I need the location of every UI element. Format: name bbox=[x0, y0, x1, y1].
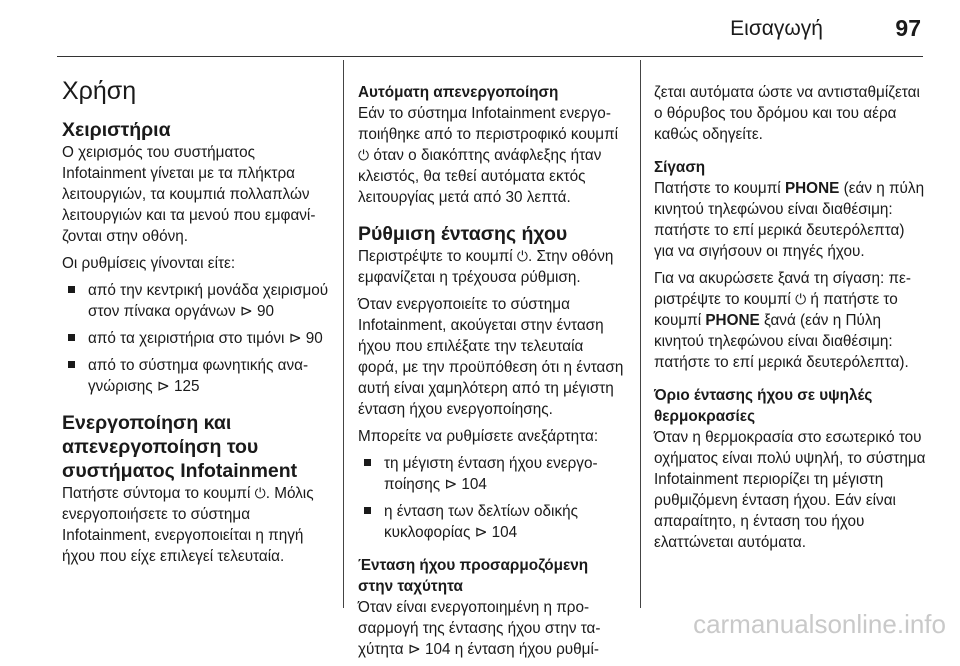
section-title: Χρήση bbox=[62, 77, 137, 105]
paragraph: Μπορείτε να ρυθμίσετε ανεξάρτητα: bbox=[358, 428, 599, 445]
paragraph: Εάν το σύστημα Infotainment ενεργοποιήθηκε από το περιστροφικό κουμπί ⏻ όταν ο διακόπτης ανάφλεξης ήταν κλειστός, θα τεθεί αυτόματα εκτός λειτουργίας μετά από 30 λεπτά. bbox=[358, 105, 619, 206]
power-knob-icon: ⏻ bbox=[358, 147, 370, 163]
page-ref-icon: ⊳ bbox=[474, 524, 488, 541]
list-item: η ένταση των δελτίων οδικής κυκλοφορίας ⊳ 104 bbox=[358, 501, 626, 543]
list-item: από το σύστημα φωνητικής αναγνώρισης ⊳ 125 bbox=[62, 355, 330, 397]
page-number: 97 bbox=[895, 15, 921, 41]
column-divider bbox=[343, 60, 344, 608]
paragraph: Όταν ενεργοποιείτε το σύστημα Infotainment, ακούγεται στην ένταση ήχου που επιλέξατε την τελευταία φορά, με την προϋπόθεση ότι η ένταση αυτή είναι χαμηλότερη από τη μέγιστη ένταση ήχου ενεργοποίησης. bbox=[358, 296, 624, 418]
paragraph: Οι ρυθμίσεις γίνονται είτε: bbox=[62, 255, 236, 272]
page-ref[interactable]: 125 bbox=[174, 378, 200, 395]
page-ref-icon: ⊳ bbox=[444, 476, 458, 493]
paragraph: Πατήστε σύντομα το κουμπί ⏻. Μόλις ενεργοποιήσετε το σύστημα Infotainment, ενεργοποιείται η πηγή ήχου που είχε επιλεγεί τελευταία. bbox=[62, 485, 314, 565]
heading-auto-off: Αυτόματη απενεργοποίηση bbox=[358, 84, 559, 101]
page-ref-icon: ⊳ bbox=[239, 303, 253, 320]
power-knob-icon: ⏻ bbox=[254, 485, 266, 501]
paragraph: Όταν η θερμοκρασία στο εσωτερικό του οχήματος είναι πολύ υψηλή, το σύστημα Infotainment περιορίζει τη μέγιστη ρυθμιζόμενη ένταση ήχου. Εάν είναι απαραίτητο, η ένταση του ήχου ελαττώνεται αυτόματα. bbox=[654, 429, 926, 551]
paragraph: ζεται αυτόματα ώστε να αντισταθμίζεται ο θόρυβος του δρόμου και του αέρα καθώς οδηγείτε. bbox=[654, 84, 920, 143]
power-knob-icon: ⏻ bbox=[795, 291, 807, 307]
column-3 bbox=[654, 82, 926, 559]
page-ref[interactable]: 104 bbox=[461, 476, 487, 493]
watermark: carmanualsonline.info bbox=[693, 609, 946, 639]
page-ref[interactable]: 104 bbox=[424, 641, 451, 658]
paragraph: Όταν είναι ενεργοποιημένη η προσαρμογή της έντασης ήχου στην ταχύτητα ⊳ 104 η ένταση ήχου ρυθμί- bbox=[358, 599, 601, 658]
list-item: από την κεντρική μονάδα χειρισμού στον πίνακα οργάνων ⊳ 90 bbox=[62, 280, 330, 322]
volume-list bbox=[358, 453, 626, 543]
page-ref-icon: ⊳ bbox=[407, 641, 421, 658]
settings-list bbox=[62, 280, 330, 397]
paragraph: Ο χειρισμός του συστήματος Infotainment γίνεται με τα πλήκτρα λειτουργιών, τα κουμπιά πολλαπλών λειτουργιών και τα μενού που εμφανίζονται στην οθόνη. bbox=[62, 144, 316, 245]
page-ref[interactable]: 90 bbox=[305, 330, 323, 347]
phone-button-label: PHONE bbox=[784, 180, 840, 197]
heading-speed-volume: Ένταση ήχου προσαρμοζόμενη στην ταχύτητα bbox=[358, 557, 589, 595]
power-knob-icon: ⏻ bbox=[516, 248, 528, 264]
page-ref-icon: ⊳ bbox=[156, 378, 170, 395]
heading-power: Ενεργοποίηση και απενεργοποίηση του συστήματος Infotainment bbox=[62, 412, 298, 482]
page-ref[interactable]: 104 bbox=[491, 524, 518, 541]
heading-volume: Ρύθμιση έντασης ήχου bbox=[358, 223, 568, 245]
phone-button-label: PHONE bbox=[705, 312, 760, 329]
page-header bbox=[57, 0, 923, 57]
paragraph: Για να ακυρώσετε ξανά τη σίγαση: περιστρέψτε το κουμπί ⏻ ή πατήστε το κουμπί PHONE ξανά (εάν η Πύλη κινητού τηλεφώνου είναι διαθέσιμη: πατήστε το επί μερικά δευτερόλεπτα). bbox=[654, 270, 911, 371]
list-item: από τα χειριστήρια στο τιμόνι ⊳ 90 bbox=[62, 328, 330, 349]
column-2 bbox=[358, 82, 626, 666]
page-ref-icon: ⊳ bbox=[288, 330, 302, 347]
heading-temp-limit: Όριο έντασης ήχου σε υψηλές θερμοκρασίες bbox=[654, 387, 873, 425]
page-ref[interactable]: 90 bbox=[256, 303, 274, 320]
chapter-title: Εισαγωγή bbox=[730, 17, 823, 40]
paragraph: Πατήστε το κουμπί PHONE (εάν η πύλη κινητού τηλεφώνου είναι διαθέσιμη: πατήστε το επί μερικά δευτερόλεπτα) για να σιγήσουν οι πηγές ήχου. bbox=[654, 180, 925, 260]
heading-mute: Σίγαση bbox=[654, 159, 706, 176]
column-divider bbox=[640, 60, 641, 608]
paragraph: Περιστρέψτε το κουμπί ⏻. Στην οθόνη εμφανίζεται η τρέχουσα ρύθμιση. bbox=[358, 248, 614, 286]
column-1 bbox=[62, 70, 330, 573]
heading-controls: Χειριστήρια bbox=[62, 119, 171, 141]
list-item: τη μέγιστη ένταση ήχου ενεργοποίησης ⊳ 104 bbox=[358, 453, 626, 495]
